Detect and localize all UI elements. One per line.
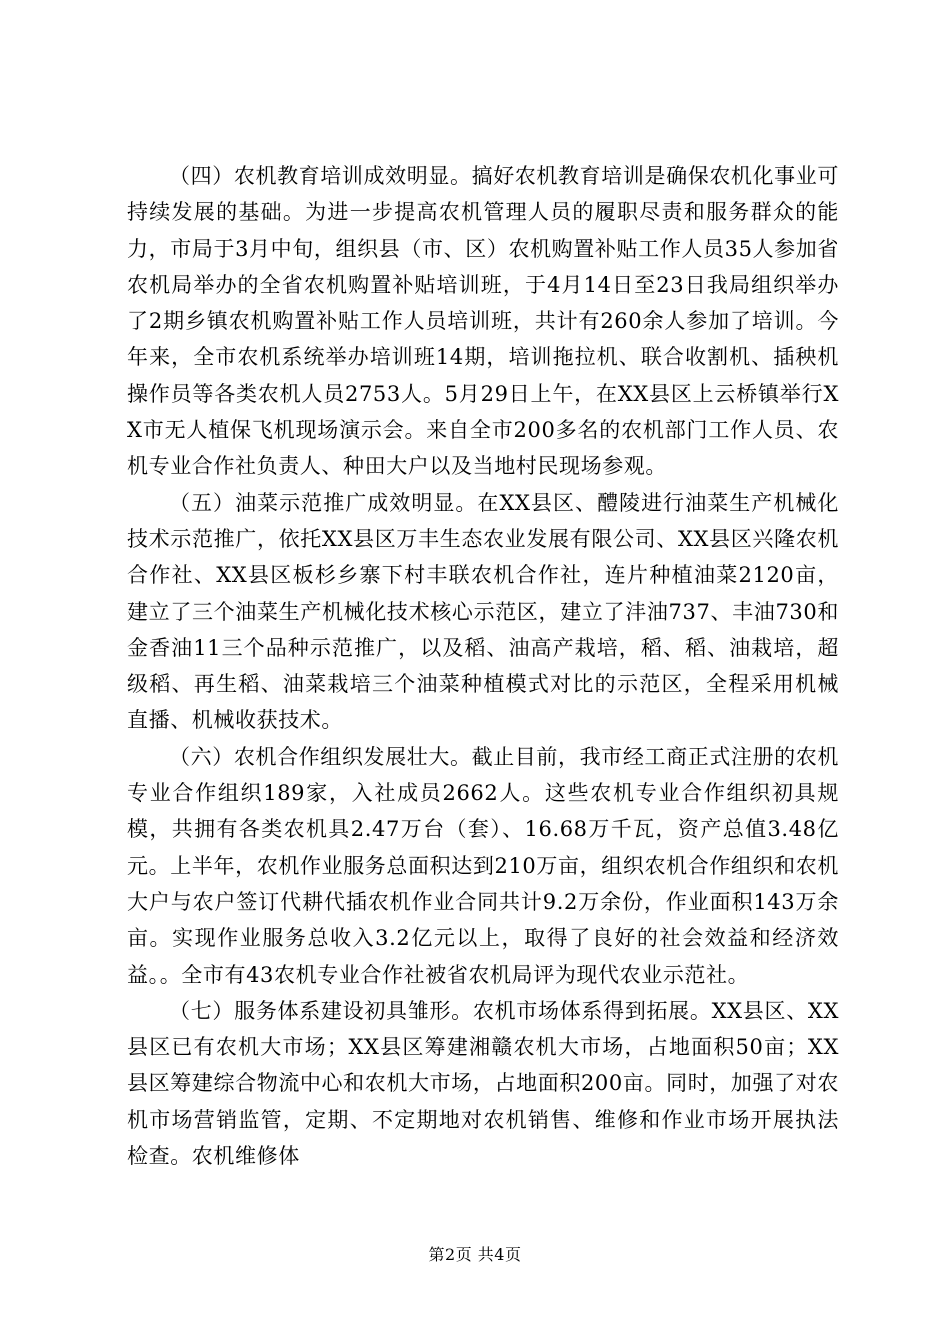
paragraph-service-system: （七）服务体系建设初具雏形。农机市场体系得到拓展。XX县区、XX县区已有农机大市场；XX县区筹建湘赣农机大市场，占地面积50亩；XX县区筹建综合物流中心和农机大市场，占地面积200亩。同时，加强了对农机市场营销监管，定期、不定期地对农机销售、维修和作业市场开展执法检查。农机维修体 <box>127 998 839 1169</box>
paragraph-cooperatives: （六）农机合作组织发展壮大。截止目前，我市经工商正式注册的农机专业合作组织189家，入社成员2662人。这些农机专业合作组织初具规模，共拥有各类农机具2.47万台（套）、16.68万千瓦，资产总值3.48亿元。上半年，农机作业服务总面积达到210万亩，组织农机合作组织和农机大户与农户签订代耕代插农机作业合同共计9.2万余份，作业面积143万余亩。实现作业服务总收入3.2亿元以上，取得了良好的社会效益和经济效益。。全市有43农机专业合作社被省农机局评为现代农业示范社。 <box>127 744 839 987</box>
paragraph-rapeseed-demo: （五）油菜示范推广成效明显。在XX县区、醴陵进行油菜生产机械化技术示范推广，依托XX县区万丰生态农业发展有限公司、XX县区兴隆农机合作社、XX县区板杉乡寨下村丰联农机合作社，连片种植油菜2120亩，建立了三个油菜生产机械化技术核心示范区，建立了沣油737、丰油730和金香油11三个品种示范推广，以及稻、油高产栽培，稻、稻、油栽培，超级稻、再生稻、油菜栽培三个油菜种植模式对比的示范区，全程采用机械直播、机械收获技术。 <box>127 490 839 733</box>
paragraph-education-training: （四）农机教育培训成效明显。搞好农机教育培训是确保农机化事业可持续发展的基础。为进一步提高农机管理人员的履职尽责和服务群众的能力，市局于3月中旬，组织县（市、区）农机购置补贴工作人员35人参加省农机局举办的全省农机购置补贴培训班，于4月14日至23日我局组织举办了2期乡镇农机购置补贴工作人员培训班，共计有260余人参加了培训。今年来，全市农机系统举办培训班14期，培训拖拉机、联合收割机、插秧机操作员等各类农机人员2753人。5月29日上午，在XX县区上云桥镇举行XX市无人植保飞机现场演示会。来自全市200多名的农机部门工作人员、农机专业合作社负责人、种田大户以及当地村民现场参观。 <box>127 164 839 479</box>
page-number-footer: 第2页 共4页 <box>428 1245 522 1264</box>
body-text <box>127 158 839 1174</box>
